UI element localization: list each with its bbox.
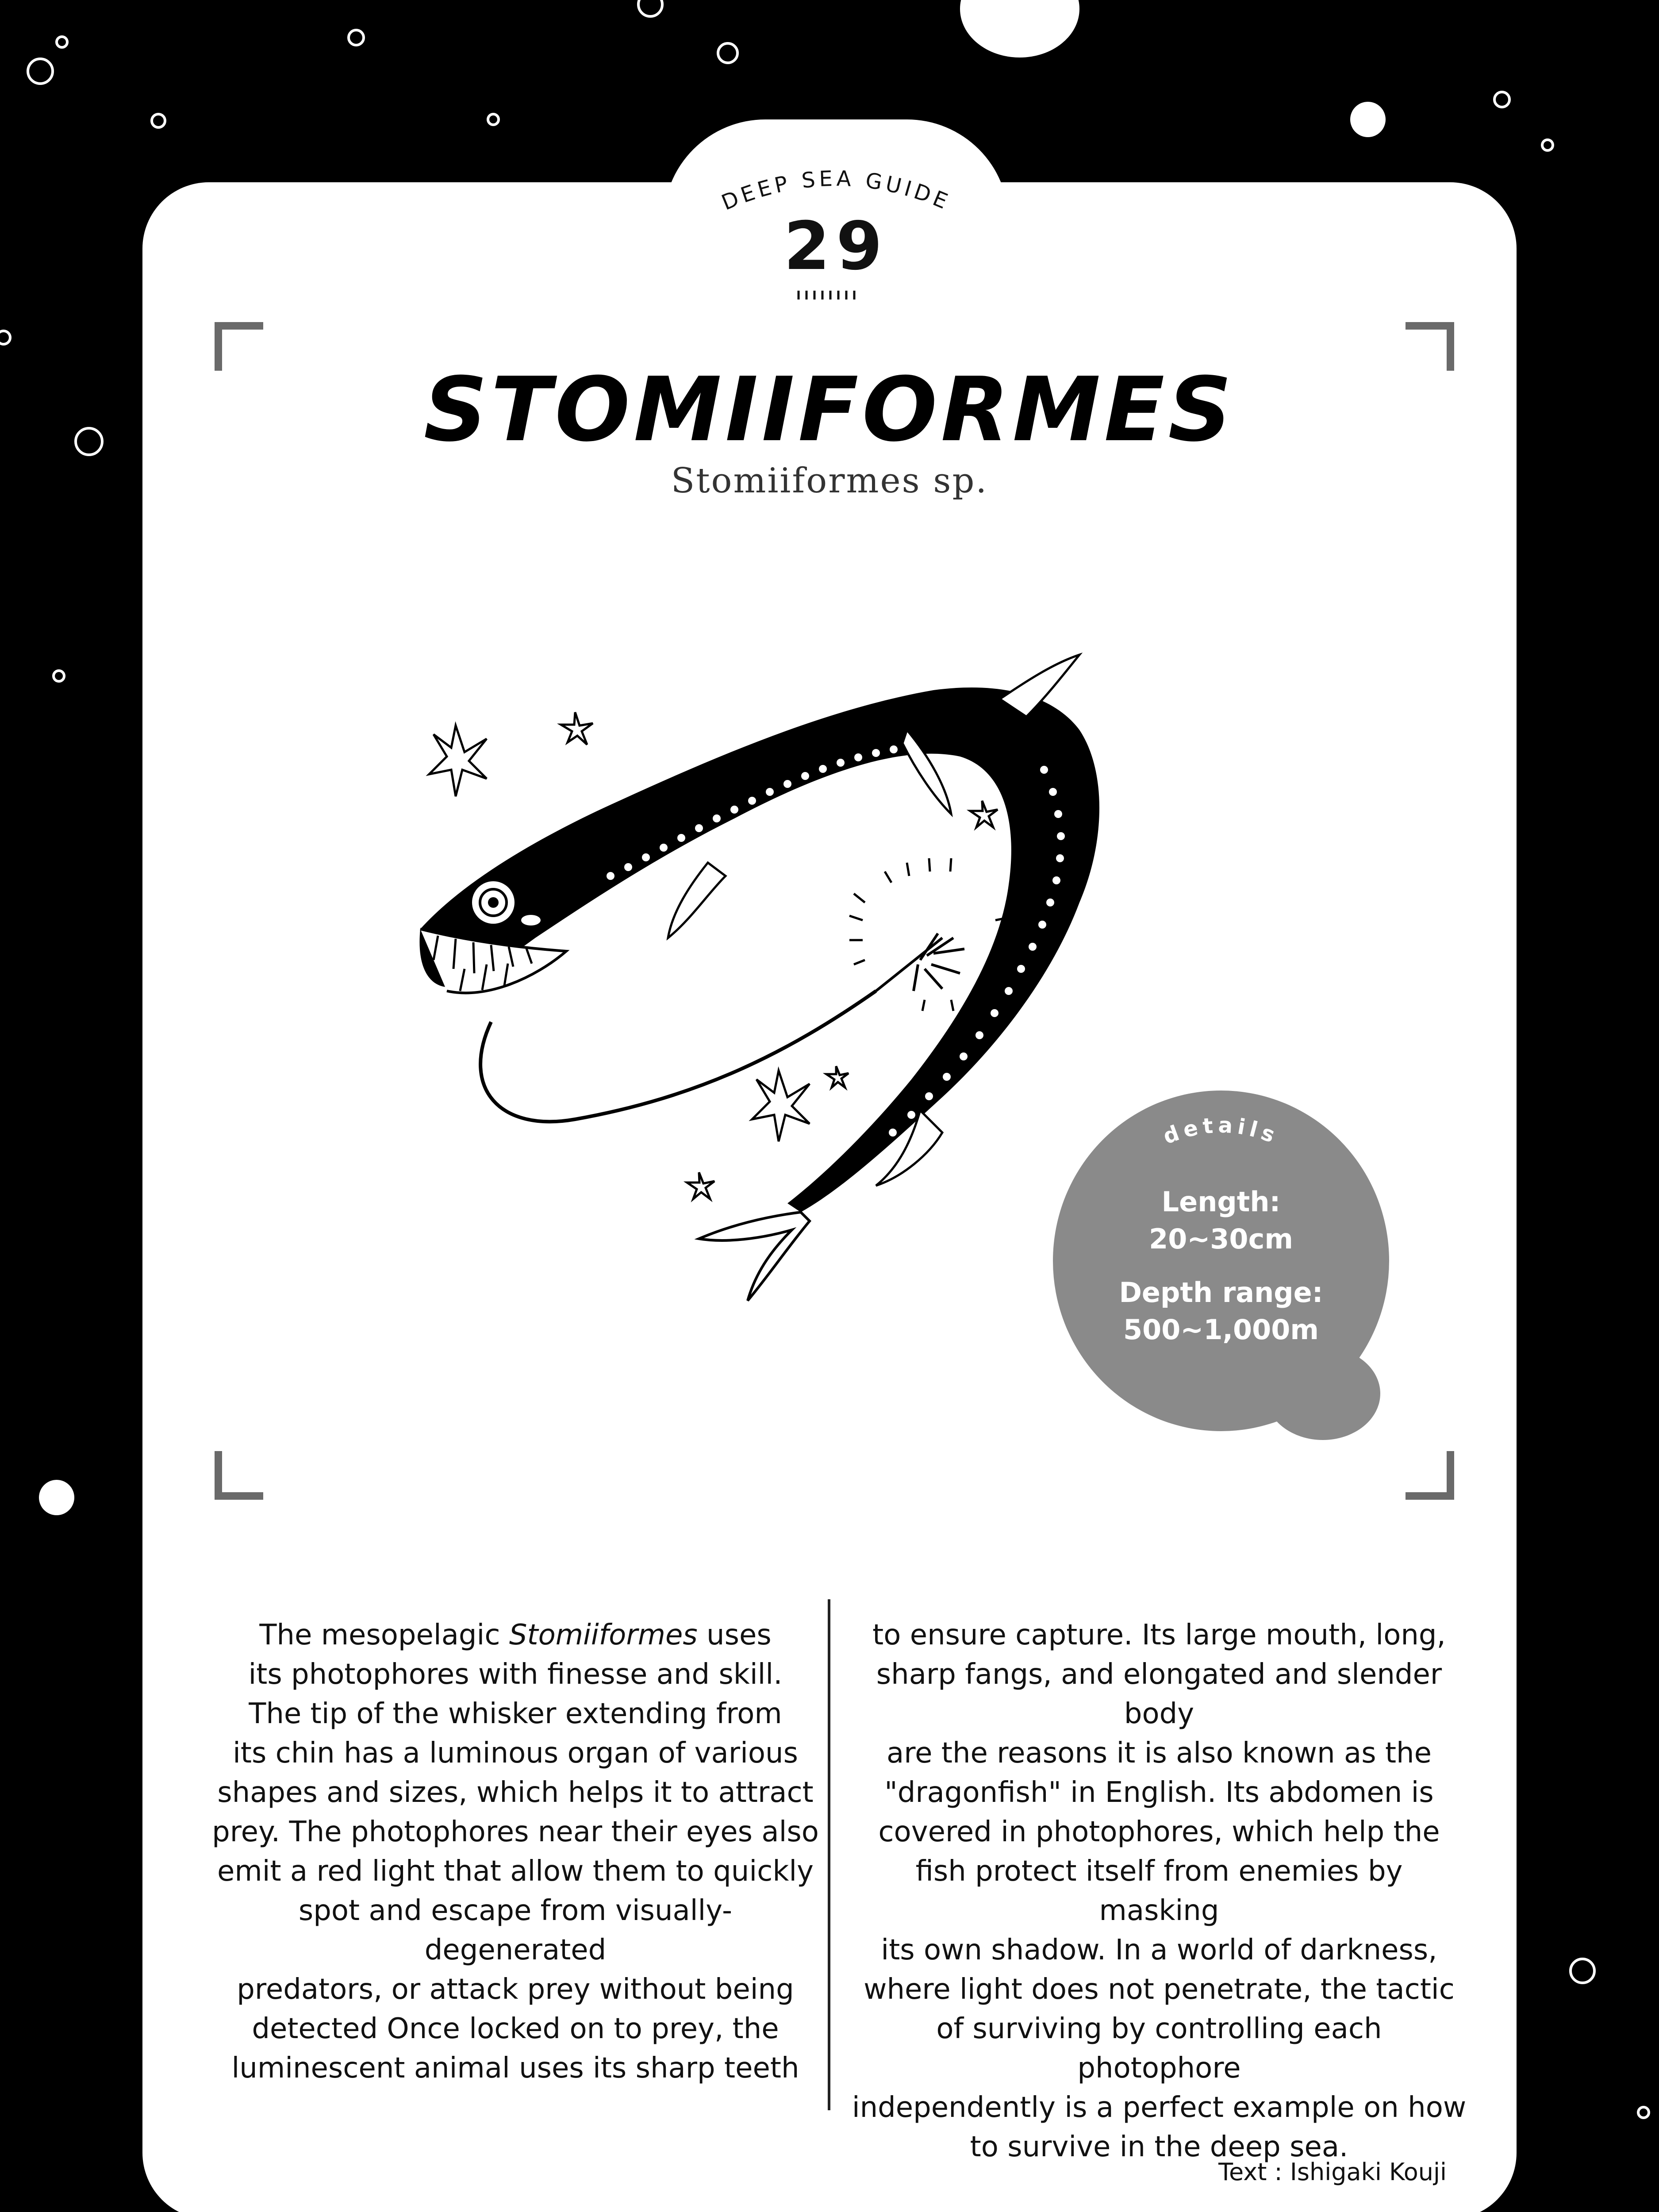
body-line: its own shadow. In a world of darkness, [881,1934,1437,1966]
svg-text:DEEP SEA GUIDE: DEEP SEA GUIDE [718,166,955,215]
scientific-name: Stomiiformes sp. [671,461,988,501]
svg-text:details: details [1160,1113,1283,1149]
body-line: spot and escape from visually-degenerated [298,1894,733,1966]
body-line: fish protect itself from enemies by masking [915,1855,1403,1927]
frame-corner-bottom-right [1406,1451,1454,1500]
details-blob [1265,1347,1380,1440]
body-line: detected Once locked on to prey, the [252,2012,779,2045]
body-line: where light does not penetrate, the tactic [864,1973,1455,2006]
body-line: shapes and sizes, which helps it to attract [217,1776,814,1809]
details-panel [1053,1091,1389,1431]
body-text-left-column [208,1616,823,2088]
length-label: Length: [1161,1186,1281,1218]
species-title: STOMIIFORMES [423,358,1236,461]
body-line: The tip of the whisker extending from [249,1697,782,1730]
body-line: predators, or attack prey without being [237,1973,794,2006]
depth-range-label: Depth range: [1119,1276,1323,1309]
body-line: luminescent animal uses its sharp teeth [231,2052,799,2085]
guide-number: 29 [783,208,889,285]
tick-marks-decoration [796,288,863,302]
body-line: covered in photophores, which help the [878,1816,1440,1848]
body-line: prey. The photophores near their eyes also [212,1816,819,1848]
body-text-right-column [852,1616,1467,2167]
details-heading [1155,1108,1287,1152]
body-line: sharp fangs, and elongated and slender body [876,1658,1442,1730]
body-line: are the reasons it is also known as the [887,1737,1432,1770]
body-line: emit a red light that allow them to quickly [217,1855,814,1888]
body-line: of surviving by controlling each photophore [936,2012,1382,2085]
body-line: independently is a perfect example on how [852,2091,1467,2124]
length-value: 20~30cm [1149,1223,1293,1255]
depth-range-value: 500~1,000m [1123,1313,1319,1346]
author-credit: Text : Ishigaki Kouji [1218,2158,1447,2186]
body-line: to survive in the deep sea. [970,2131,1348,2163]
body-line: to ensure capture. Its large mouth, long, [872,1619,1446,1651]
body-line: its chin has a luminous organ of various [233,1737,798,1770]
column-divider [828,1599,830,2110]
body-line: The mesopelagic Stomiiformes uses [259,1619,772,1651]
body-line: its photophores with finesse and skill. [248,1658,783,1691]
frame-corner-bottom-left [215,1451,263,1500]
body-line: "dragonfish" in English. Its abdomen is [884,1776,1434,1809]
